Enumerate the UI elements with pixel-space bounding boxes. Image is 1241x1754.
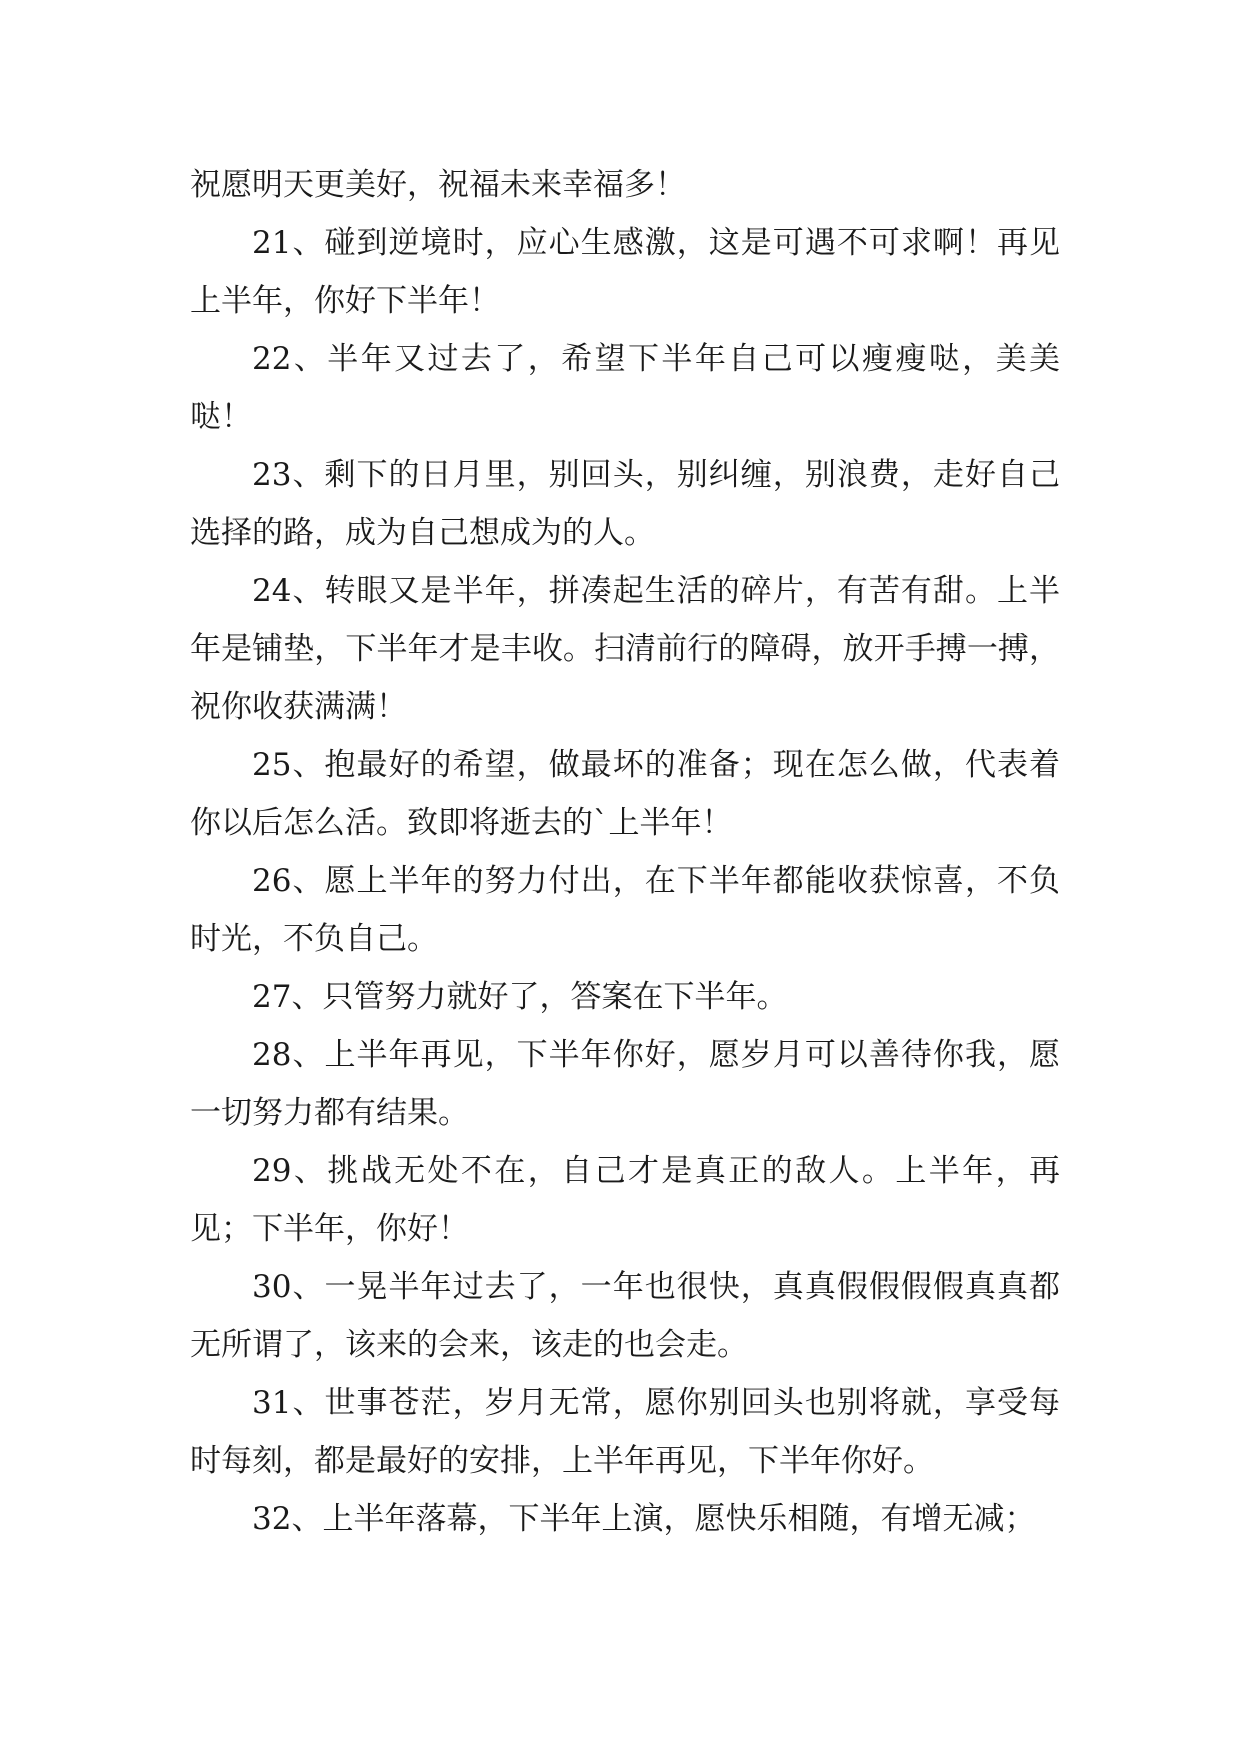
paragraph-27: 27、只管努力就好了，答案在下半年。: [252, 979, 788, 1015]
paragraph-25: 25、抱最好的希望，做最坏的准备；现在怎么做，代表着你以后怎么活。致即将逝去的`上半年！: [190, 747, 1060, 841]
paragraph-28: 28、上半年再见，下半年你好，愿岁月可以善待你我，愿一切努力都有结果。: [190, 1037, 1060, 1131]
document-body: [190, 156, 1060, 1548]
paragraph-30: 30、一晃半年过去了，一年也很快，真真假假假假真真都无所谓了，该来的会来，该走的也会走。: [190, 1269, 1060, 1363]
paragraph-24: 24、转眼又是半年，拼凑起生活的碎片，有苦有甜。上半年是铺垫，下半年才是丰收。扫清前行的障碍，放开手搏一搏，祝你收获满满！: [190, 573, 1060, 725]
paragraph-continuation: 祝愿明天更美好，祝福未来幸福多！: [190, 167, 686, 203]
paragraph-26: 26、愿上半年的努力付出，在下半年都能收获惊喜，不负时光，不负自己。: [190, 863, 1060, 957]
paragraph-23: 23、剩下的日月里，别回头，别纠缠，别浪费，走好自己选择的路，成为自己想成为的人。: [190, 457, 1060, 551]
paragraph-21: 21、碰到逆境时，应心生感激，这是可遇不可求啊！再见上半年，你好下半年！: [190, 225, 1060, 319]
paragraph-32: 32、上半年落幕，下半年上演，愿快乐相随，有增无减；: [252, 1501, 1036, 1537]
paragraph-29: 29、挑战无处不在，自己才是真正的敌人。上半年，再见；下半年，你好！: [190, 1153, 1060, 1247]
paragraph-31: 31、世事苍茫，岁月无常，愿你别回头也别将就，享受每时每刻，都是最好的安排，上半年再见，下半年你好。: [190, 1385, 1060, 1479]
paragraph-22: 22、半年又过去了，希望下半年自己可以瘦瘦哒，美美哒！: [190, 341, 1060, 435]
